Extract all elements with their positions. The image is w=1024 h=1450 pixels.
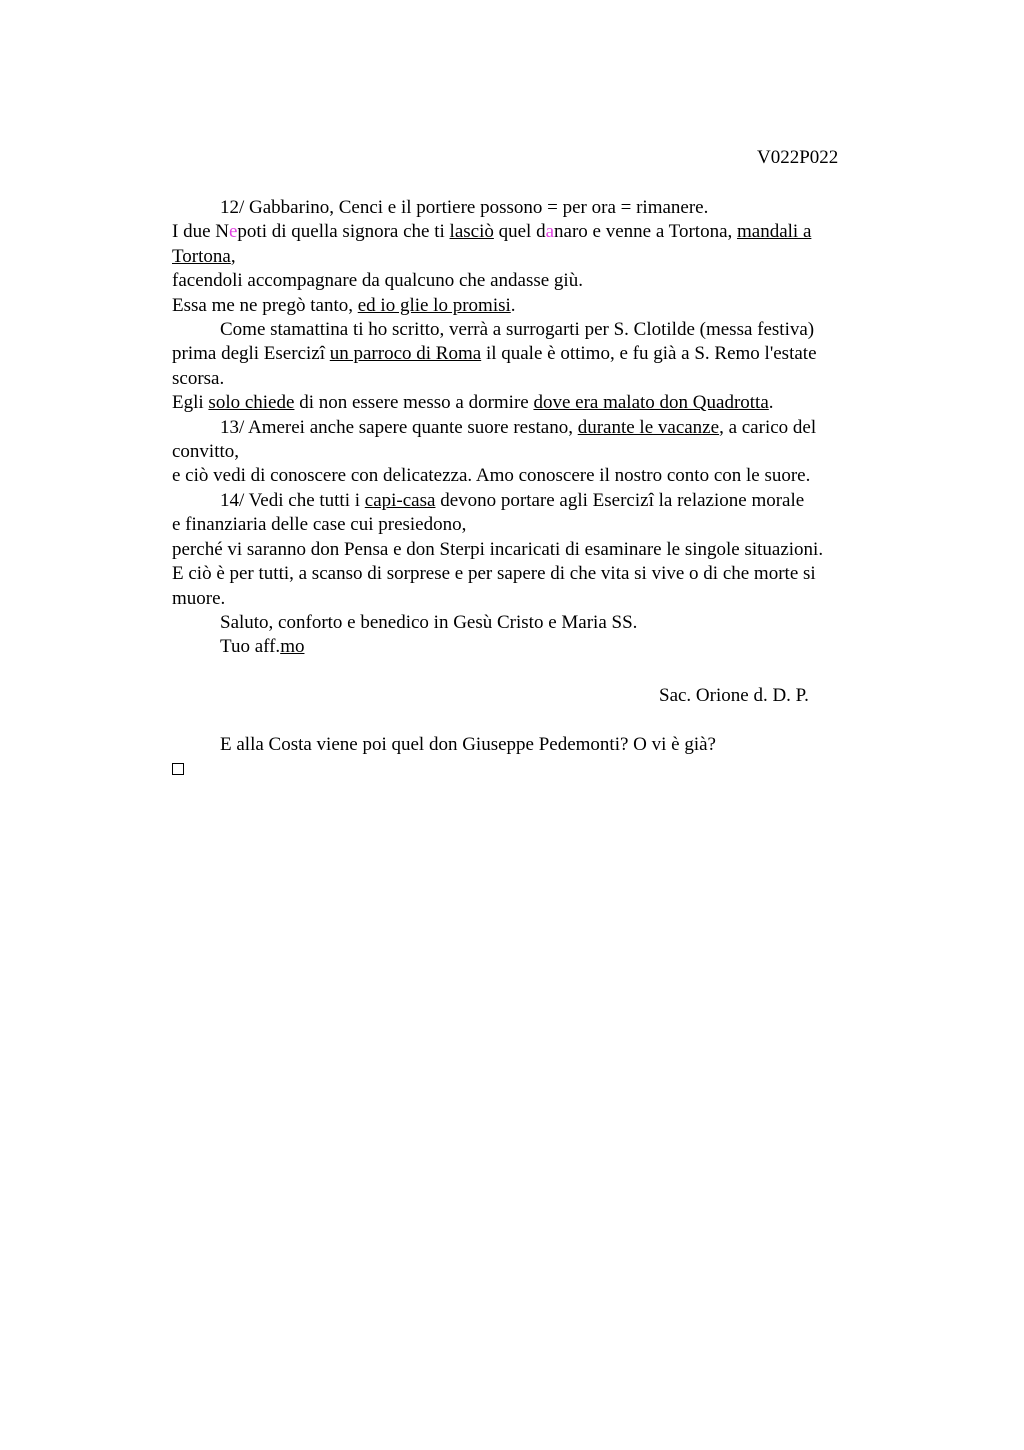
text-line (172, 196, 892, 220)
text-segment: di non essere messo a dormire (294, 392, 534, 414)
text-segment: e ciò vedi di conoscere con delicatezza. Amo conoscere il nostro conto con le suore. (172, 465, 811, 487)
text-segment: perché vi saranno don Pensa e don Sterpi incaricati di esaminare le singole situazioni. (172, 538, 824, 560)
underlined-text: durante le vacanze (577, 416, 720, 438)
text-segment: E ciò è per tutti, a scanso di sorprese e per sapere di che vita si vive o di che morte si (172, 563, 816, 585)
text-segment: Saluto, conforto e benedico in Gesù Cristo e Maria SS. (220, 611, 638, 633)
square-mark-icon (172, 763, 184, 775)
underlined-text: capi-casa (364, 489, 436, 511)
text-line (172, 416, 892, 440)
text-line (172, 538, 892, 562)
text-segment: E alla Costa viene poi quel don Giuseppe Pedemonti? O vi è già? (220, 733, 716, 755)
text-segment: convitto, (172, 441, 240, 463)
text-line (172, 489, 892, 513)
text-segment: . (768, 392, 774, 414)
text-line (172, 391, 892, 415)
text-segment: naro e venne a Tortona, (554, 221, 737, 243)
text-line (172, 464, 892, 488)
text-segment: scorsa. (172, 367, 225, 389)
text-segment: Essa me ne pregò tanto, (172, 294, 358, 316)
highlighted-char: a (545, 221, 555, 243)
underlined-text: ed io glie lo promisi (357, 294, 511, 316)
text-segment: , (230, 245, 236, 267)
underlined-text: solo chiede (208, 392, 295, 414)
text-line (172, 367, 892, 391)
text-segment: I due N (172, 221, 229, 243)
text-line (172, 342, 892, 366)
text-segment: poti di quella signora che ti (237, 221, 450, 243)
underlined-text: lasciò (449, 221, 494, 243)
text-line (172, 733, 892, 757)
text-segment: e finanziaria delle case cui presiedono, (172, 514, 467, 536)
highlighted-char: e (228, 221, 238, 243)
end-mark (172, 757, 892, 782)
text-segment: 14/ Vedi che tutti i (220, 489, 365, 511)
text-segment: Egli (172, 392, 209, 414)
text-segment: prima degli Esercizi (172, 343, 325, 365)
text-segment: devono portare agli Esercizi (435, 489, 654, 511)
text-line (172, 562, 892, 586)
text-line (172, 269, 892, 293)
text-line (172, 587, 892, 611)
signature-line (172, 684, 892, 708)
text-segment: 13/ Amerei anche sapere quante suore restano, (220, 416, 578, 438)
underlined-text: Tortona (172, 245, 231, 267)
blank-line (172, 660, 892, 684)
underlined-text: mandali a (737, 221, 812, 243)
text-segment: la relazione morale (653, 489, 805, 511)
text-segment: 12/ Gabbarino, Cenci e il portiere possono = per ora = rimanere. (220, 197, 709, 218)
text-line (172, 220, 892, 244)
letter-body (172, 196, 892, 783)
underlined-text: un parroco di Roma (329, 343, 482, 365)
text-segment: muore. (172, 587, 226, 609)
text-line (172, 245, 892, 269)
text-segment: Come stamattina ti ho scritto, verrà a surrogarti per S. Clotilde (messa festiva) (220, 319, 815, 341)
document-reference: V022P022 (757, 147, 839, 168)
text-line (172, 440, 892, 464)
underlined-text: mo (280, 636, 305, 658)
text-segment: facendoli accompagnare da qualcuno che andasse giù. (172, 270, 583, 292)
text-segment: il quale è ottimo, e fu già a S. Remo l'estate (481, 343, 817, 365)
text-line (172, 513, 892, 537)
text-segment: Sac. Orione d. D. P. (659, 685, 809, 707)
blank-line (172, 709, 892, 733)
text-segment: , a carico del (719, 416, 817, 438)
text-segment: quel d (493, 221, 546, 243)
text-segment: . (510, 294, 516, 316)
text-segment: Tuo aff. (220, 636, 281, 658)
text-line (172, 635, 892, 659)
text-line (172, 318, 892, 342)
underlined-text: dove era malato don Quadrotta (533, 392, 769, 414)
text-line (172, 611, 892, 635)
text-line (172, 294, 892, 318)
